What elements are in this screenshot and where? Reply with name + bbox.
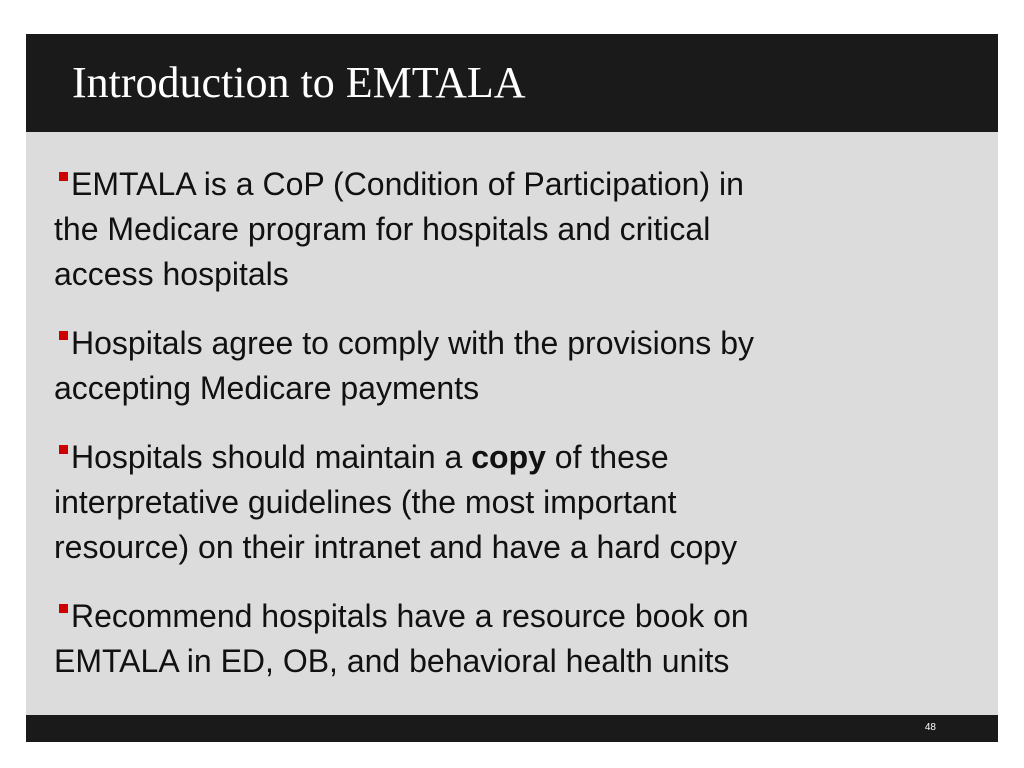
page-number: 48 <box>924 722 936 733</box>
bullet-item-1 <box>54 162 974 297</box>
slide <box>26 34 998 742</box>
square-bullet-icon <box>59 604 68 613</box>
bullet-2-line-1: Hospitals agree to comply with the provisions by <box>71 325 754 361</box>
bullet-3-line-1-pre: Hospitals should maintain a <box>71 439 472 475</box>
square-bullet-icon <box>59 172 68 181</box>
bullet-4-line-2: EMTALA in ED, OB, and behavioral health units <box>54 643 730 679</box>
bullet-item-4 <box>54 594 974 684</box>
bullet-1-line-2: the Medicare program for hospitals and critical <box>54 211 711 247</box>
bullet-item-2 <box>54 321 974 411</box>
bullet-item-3 <box>54 435 974 570</box>
bullet-4-line-1: Recommend hospitals have a resource book on <box>71 598 749 634</box>
slide-title: Introduction to EMTALA <box>72 58 526 107</box>
bullet-1-line-3: access hospitals <box>54 256 289 292</box>
bullet-list <box>54 162 974 708</box>
bullet-2-line-2: accepting Medicare payments <box>54 370 480 406</box>
square-bullet-icon <box>59 445 68 454</box>
square-bullet-icon <box>59 331 68 340</box>
bullet-3-bold-word: copy <box>471 439 546 475</box>
bullet-1-line-1: EMTALA is a CoP (Condition of Participation) in <box>71 166 744 202</box>
title-bar <box>26 34 998 132</box>
bullet-3-line-1-post: of these <box>545 439 669 475</box>
bullet-3-line-2: interpretative guidelines (the most important <box>54 484 677 520</box>
footer-bar <box>26 715 998 742</box>
bullet-3-line-3: resource) on their intranet and have a hard copy <box>54 529 738 565</box>
